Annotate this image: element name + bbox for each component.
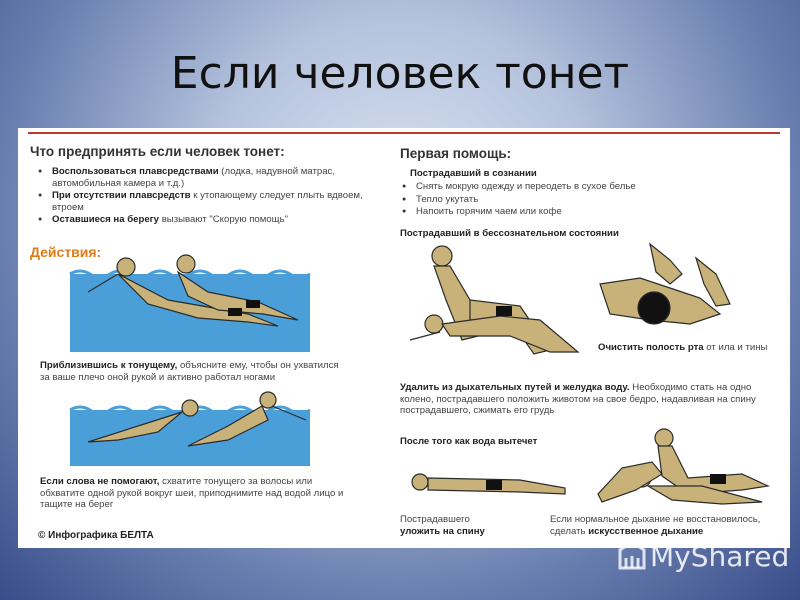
conscious-list	[400, 181, 760, 219]
cpr-caption: Если нормальное дыхание не восстановилось, сделать искусственное дыхание	[550, 514, 761, 537]
first-aid-heading: Первая помощь:	[400, 146, 512, 161]
lay-back-caption: Пострадавшего уложить на спину	[400, 514, 485, 537]
left-bullet-list	[36, 166, 366, 227]
drain-water-illustration	[400, 240, 580, 370]
watermark-text: MyShared	[650, 540, 790, 573]
swimmers-illustration-1	[78, 252, 308, 342]
swimmers-illustration-2	[78, 390, 308, 460]
list-item: ● Тепло укутать	[400, 194, 760, 206]
clear-mouth-caption: Очистить полость рта от ила и тины	[598, 342, 768, 353]
credit-text: © Инфографика БЕЛТА	[38, 530, 154, 541]
list-item: ● Напоить горячим чаем или кофе	[400, 206, 760, 218]
lay-on-back-illustration	[400, 458, 570, 508]
left-heading: Что предпринять если человек тонет:	[30, 144, 285, 159]
caption-approach: Приблизившись к тонущему, объясните ему, чтобы он ухватился за ваше плечо оной рукой и активно работал ногами	[40, 360, 339, 383]
remove-water-caption: Удалить из дыхательных путей и желудка воду. Необходимо стать на одно колено, пострадавшего положить животом на свое бедро, надавливая на спину пострадавшего, сжимать его грудь	[400, 382, 756, 416]
list-item: ● Воспользоваться плавсредствами (лодка, надувной матрас, автомобильная камера и т.д.)	[36, 166, 366, 189]
clear-mouth-illustration	[600, 244, 750, 344]
list-item: ● Снять мокрую одежду и переодеть в сухое белье	[400, 181, 760, 193]
top-rule	[28, 132, 780, 134]
infographic-card	[18, 128, 790, 548]
list-item: ● Оставшиеся на берегу вызывают "Скорую помощь"	[36, 214, 366, 226]
slide-title: Если человек тонет	[170, 48, 630, 99]
cpr-illustration	[592, 428, 782, 508]
unconscious-heading: Пострадавший в бессознательном состоянии	[400, 228, 619, 239]
after-water-heading: После того как вода вытечет	[400, 436, 538, 447]
list-item: ● При отсутствии плавсредств к утопающему следует плыть вдвоем, втроем	[36, 190, 366, 213]
conscious-heading: Пострадавший в сознании	[410, 168, 537, 179]
caption-rescue: Если слова не помогают, схватите тонущего за волосы или обхватите одной рукой вокруг шеи, приподнимите над водой лицо и тащите на берег	[40, 476, 344, 510]
actions-heading: Действия:	[30, 244, 102, 260]
